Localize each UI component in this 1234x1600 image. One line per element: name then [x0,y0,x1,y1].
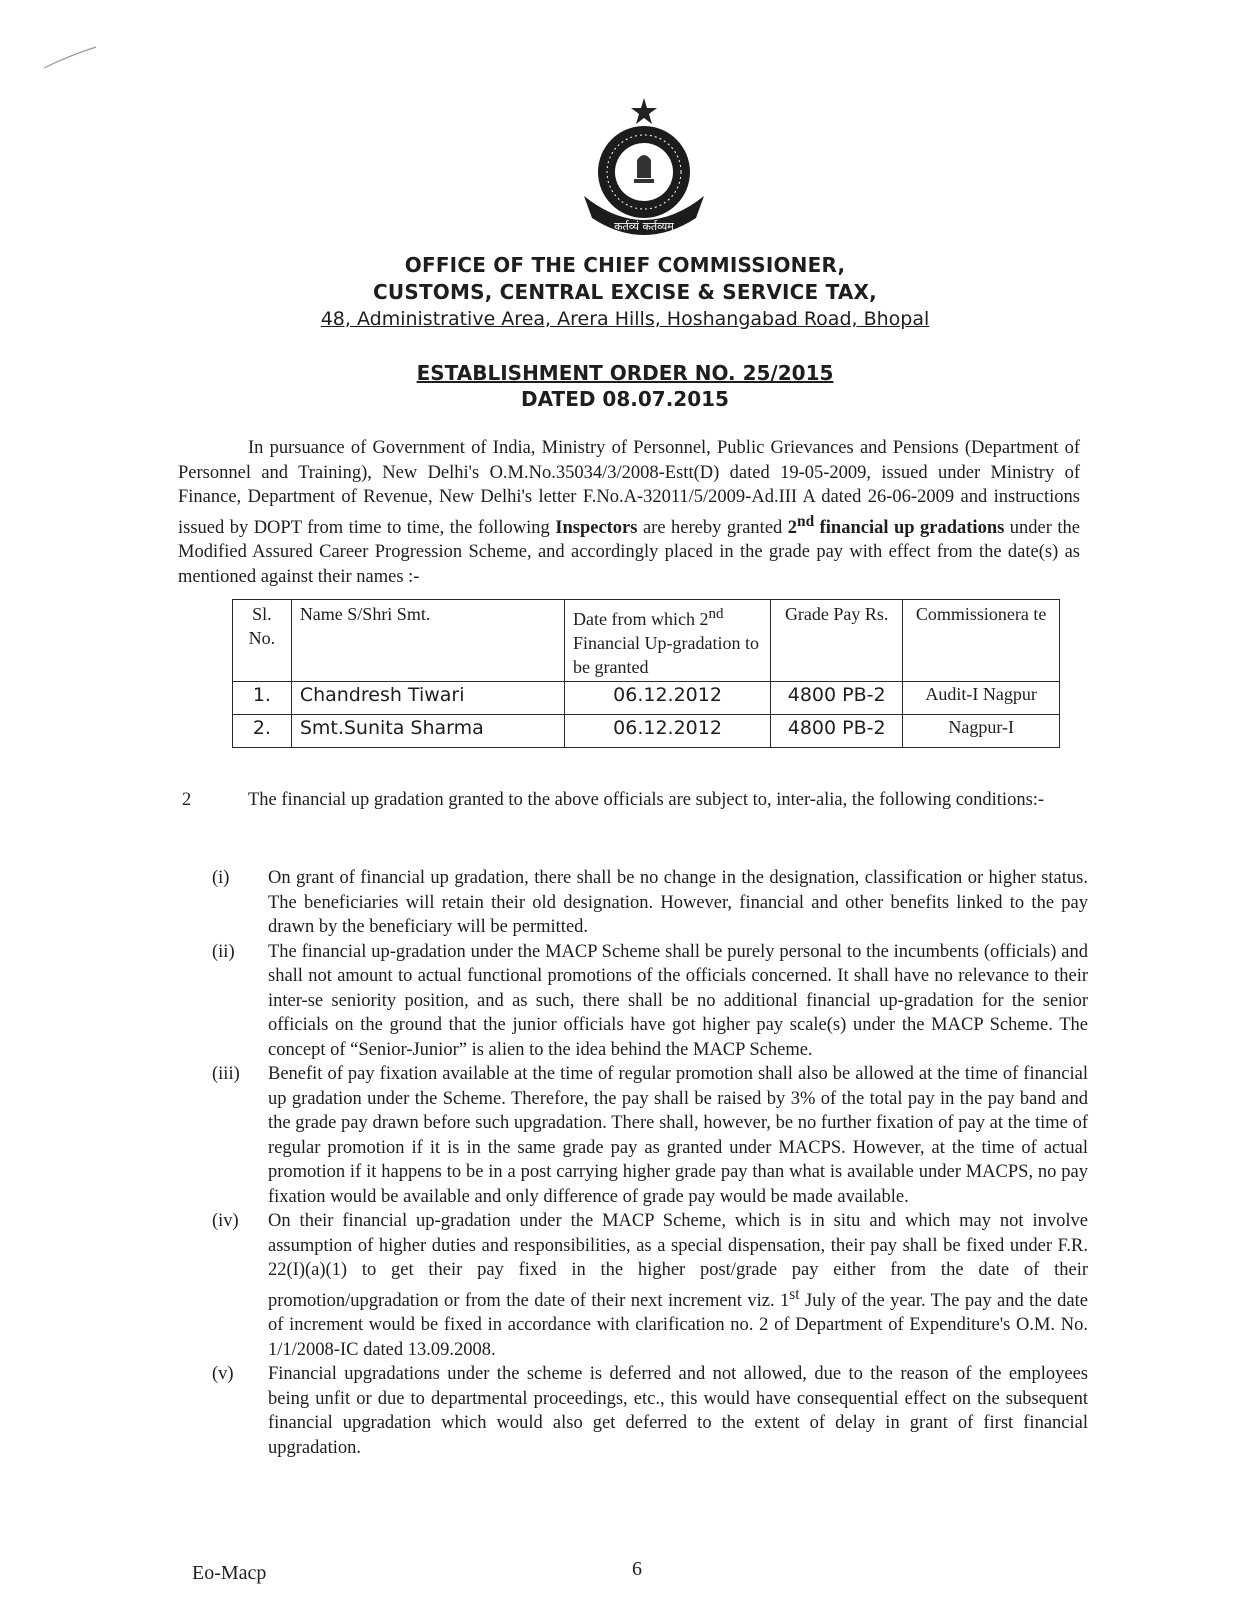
svg-text:कर्तव्यं कर्तव्यम्: कर्तव्यं कर्तव्यम् [614,220,674,233]
header-sl-no: Sl. No. [233,600,292,682]
order-number: ESTABLISHMENT ORDER NO. 25/2015 [416,361,834,385]
paragraph-text: The financial up gradation granted to the above officials are subject to, inter-alia, the following conditions:- [248,790,1045,810]
condition-text: The financial up-gradation under the MACP Scheme shall be purely personal to the incumbents (officials) and shall not amount to actual functional promotions of the officials concerned. It shall have no relevance to their inter-se seniority position, and as such, there shall be no additional financial up-gradation for the senior officials on the ground that the junior officials have got higher pay scale(s) under the MACP Scheme. The concept of “Senior-Junior” is alien to the idea behind the MACP Scheme. [268,941,1088,1060]
grants-table [232,599,1060,748]
org-name-line-1: OFFICE OF THE CHIEF COMMISSIONER, [404,253,846,277]
condition-text: Financial upgradations under the scheme is deferred and not allowed, due to the reason of the employees being unfit or due to departmental proceedings, etc., this would have consequential effect on the subsequent financial upgradation which would also get deferred to the extent of delay in grant of first financial upgradation. [268,1364,1088,1458]
cell-name: Smt.Sunita Sharma [291,715,564,748]
condition-item [212,1209,1088,1362]
cell-date: 06.12.2012 [565,715,771,748]
intro-paragraph: In pursuance of Government of India, Ministry of Personnel, Public Grievances and Pensions (Department of Personnel and Training), New Delhi's O.M.No.35034/3/2008-Estt(D) dated 19-05-2009, issued under Ministry of Finance, Department of Revenue, New Delhi's letter F.No.A-32011/5/2009-Ad.III A dated 26-06-2009 and instructions issued by DOPT from time to time, the following Inspectors are hereby granted 2nd financial up gradations under the Modified Assured Career Progression Scheme, and accordingly placed in the grade pay with effect from the date(s) as mentioned against their names :- [178,438,1080,587]
header-date: Date from which 2nd Financial Up-gradation to be granted [565,600,771,682]
header-commissionerate: Commissionera te [903,600,1060,682]
order-date: DATED 08.07.2015 [521,387,729,411]
condition-text: On grant of financial up gradation, there shall be no change in the designation, classification or higher status. The beneficiaries will retain their old designation. However, financial and other benefits linked to the pay drawn by the beneficiary will be permitted. [268,868,1088,937]
condition-number: (iv) [212,1211,239,1231]
page-number: 6 [632,1558,642,1580]
condition-text: Benefit of pay fixation available at the time of regular promotion shall also be allowed at the time of financial up gradation under the Scheme. Therefore, the pay shall be raised by 3% of the total pay in the pay band and the grade pay drawn before such upgradation. There shall, however, be no further fixation of pay at the time of regular promotion if it is in the same grade pay as granted under MACPS. However, at the time of actual promotion if it happens to be in a post carrying higher grade pay than what is available under MACPS, no pay fixation would be available and only difference of grade pay would be made available. [268,1064,1088,1207]
footer-reference: Eo-Macp [192,1562,267,1584]
paragraph-number: 2 [182,790,192,810]
condition-text: On their financial up-gradation under the MACP Scheme, which is in situ and which may not involve assumption of higher duties and responsibilities, as a special dispensation, their pay shall be fixed under F.R. 22(I)(a)(1) to get their pay fixed in the higher post/grade pay either from the date of their promotion/upgradation or from the date of their next increment viz. 1st July of the year. The pay and the date of increment would be fixed in accordance with clarification no. 2 of Department of Expenditure's O.M. No. 1/1/2008-IC dated 13.09.2008. [268,1211,1088,1360]
cell-date: 06.12.2012 [565,682,771,715]
office-header [300,252,950,332]
cell-grade-pay: 4800 PB-2 [771,715,903,748]
condition-item [212,866,1088,940]
condition-item [212,940,1088,1063]
cell-commissionerate: Nagpur-I [903,715,1060,748]
cell-commissionerate: Audit-I Nagpur [903,682,1060,715]
paragraph-2 [182,788,1078,812]
table-row [233,682,1060,715]
cell-name: Chandresh Tiwari [291,682,564,715]
condition-number: (i) [212,868,230,888]
header-name: Name S/Shri Smt. [291,600,564,682]
condition-item [212,1362,1088,1460]
condition-item [212,1062,1088,1209]
org-address: 48, Administrative Area, Arera Hills, Hoshangabad Road, Bhopal [320,308,930,330]
cell-sl-no: 1. [233,682,292,715]
scan-mark-icon [40,42,102,72]
cell-sl-no: 2. [233,715,292,748]
department-emblem-icon [574,94,714,244]
table-header-row [233,600,1060,682]
org-name-line-2: CUSTOMS, CENTRAL EXCISE & SERVICE TAX, [373,280,877,304]
condition-number: (ii) [212,941,235,962]
condition-number: (iii) [212,1064,240,1084]
order-heading [400,360,850,412]
table-row [233,715,1060,748]
conditions-list [212,866,1088,1460]
header-grade-pay: Grade Pay Rs. [771,600,903,682]
cell-grade-pay: 4800 PB-2 [771,682,903,715]
condition-number: (v) [212,1364,234,1385]
